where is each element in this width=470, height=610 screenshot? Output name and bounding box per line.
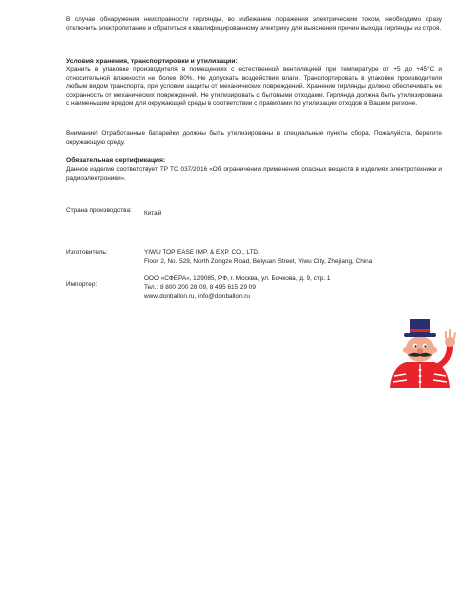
warning-paragraph: В случае обнаружения неисправности гирлянды, во избежание поражения электрическим током, необходимо сразу отключить электропитание и обратиться к квалифицированному электрику для выяснения причин выхода гирлянды из строя.	[66, 16, 442, 32]
storage-title: Условия хранения, транспортировки и утилизации:	[66, 58, 238, 65]
country-value: Китай	[144, 210, 162, 217]
importer-label: Импортер:	[66, 281, 98, 288]
importer-name-address: ООО «СФЕРА», 129085, РФ, г. Москва, ул. Бочкова, д. 9, стр. 1	[144, 275, 331, 282]
certification-title: Обязательная сертификация:	[66, 157, 166, 164]
attention-paragraph: Внимание! Отработанные батарейки должны быть утилизированы в специальные пункты сбора. Пожалуйста, берегите окружающую среду.	[66, 130, 442, 146]
manufacturer-address: Floor 2, No. 529, North Zongze Road, Beiyuan Street, Yiwu City, Zhejiang, China	[144, 257, 373, 265]
storage-paragraph: Хранить в упаковке производителя в помещениях с естественной вентиляцией при температуре от +5 до +45°С и относительной влажности не более 80%. Не допускать воздействия влаги. Транспортировать в упаковке производителя любым видом транспорта, при условии защиты от механических повреждений. Хранение гирлянды должно обеспечивать ее сохранность от механических повреждений. Не утилизировать с бытовыми отходами. Гирлянда должна быть утилизирована с наименьшим вредом для окружающей среды в соответствии с правилами по утилизации отходов в Вашем регионе.	[66, 66, 442, 108]
manufacturer-name: YIWU TOP EASE IMP. & EXP. CO., LTD.	[144, 249, 260, 256]
importer-phones: Тел.: 8 800 200 28 09, 8 495 615 29 09	[144, 283, 256, 291]
manufacturer-details	[144, 249, 444, 267]
certification-paragraph: Данное изделие соответствует ТР ТС 037/2016 «Об ограничении применения опасных веществ в изделиях электротехники и радиоэлектроники».	[66, 166, 442, 182]
country-label: Страна производства:	[66, 207, 132, 214]
mascot-top-hat-character-icon	[380, 316, 460, 388]
importer-details	[144, 275, 444, 301]
importer-web-email: www.donballon.ru, info@donballon.ru	[144, 292, 250, 300]
manufacturer-label: Изготовитель:	[66, 249, 108, 256]
